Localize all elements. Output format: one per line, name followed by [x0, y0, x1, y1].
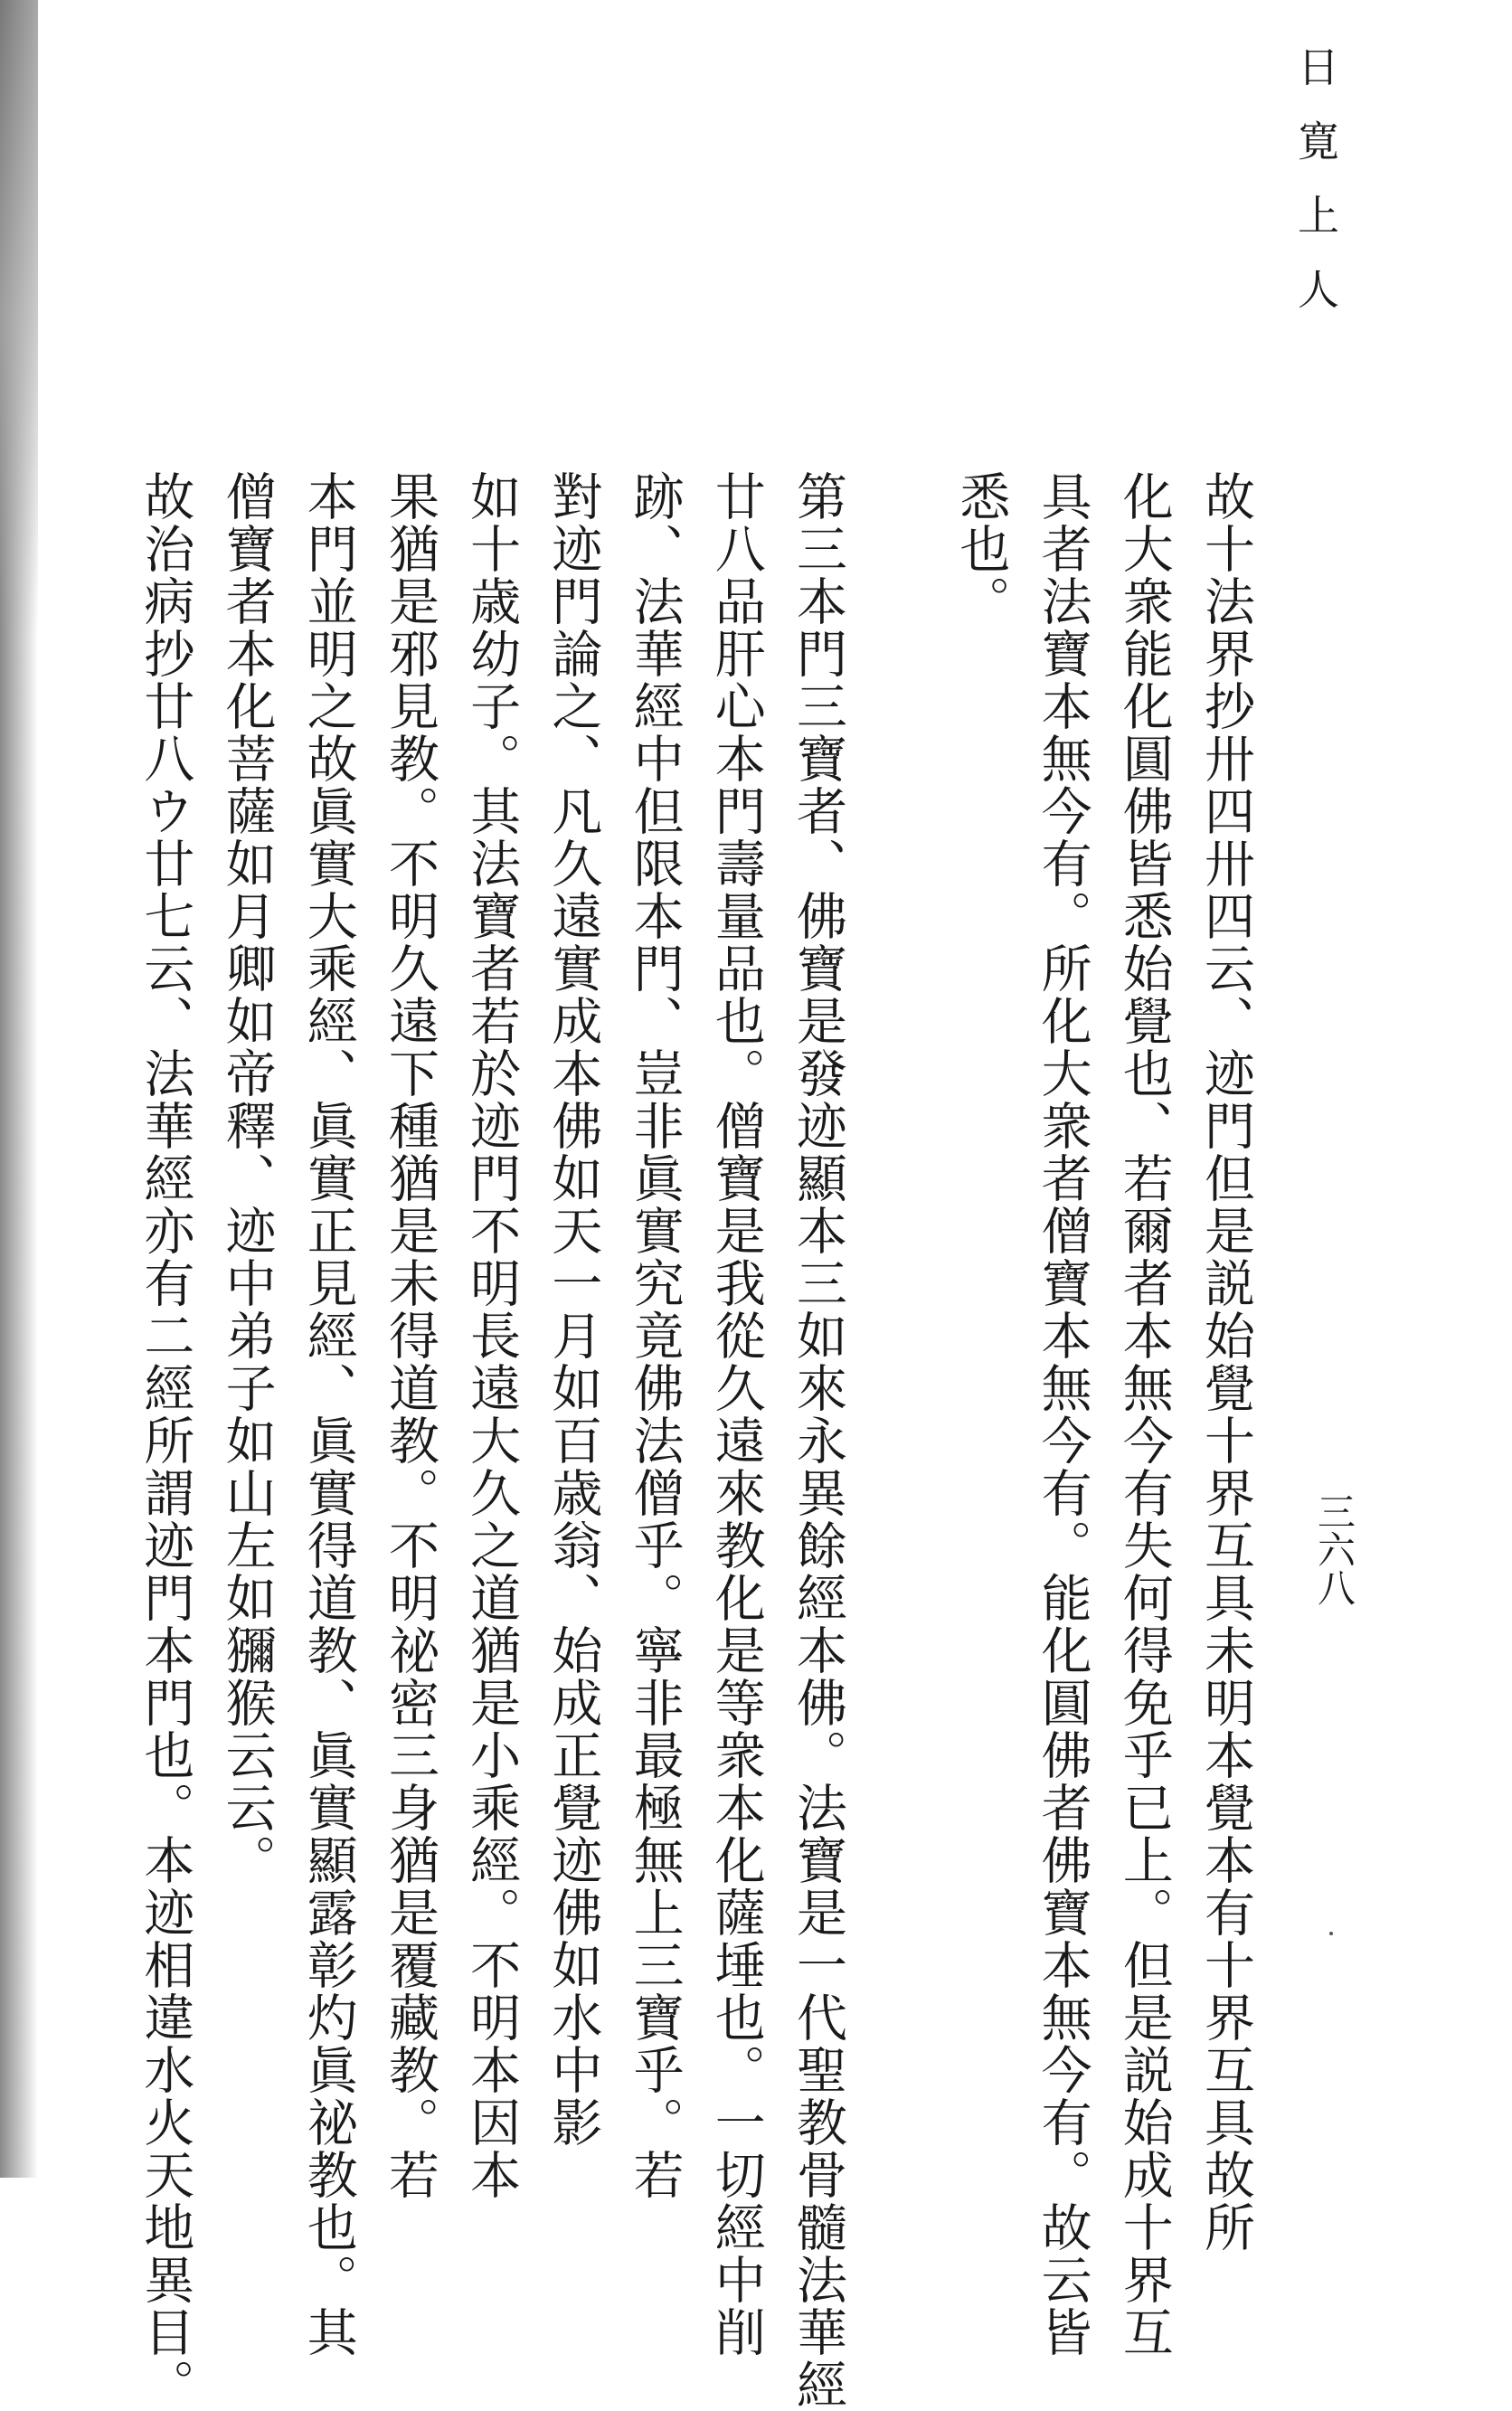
text-column-11: 本門並明之故眞實大乘經、眞實正見經、眞實得道教、眞實顯露彰灼眞祕教也。其: [298, 470, 358, 2359]
scan-speck: [1329, 1932, 1333, 1935]
text-column-6: 廿八品肝心本門壽量品也。僧寶是我從久遠來教化是等衆本化薩埵也。一切經中削: [706, 470, 766, 2359]
blank-column: [858, 470, 940, 2152]
text-column-10: 果猶是邪見教。不明久遠下種猶是未得道教。不明祕密三身猶是覆藏教。若: [380, 470, 439, 2201]
text-column-7: 跡、法華經中但限本門、豈非眞實究竟佛法僧乎。寧非最極無上三寶乎。若: [625, 470, 685, 2201]
body-text: [136, 470, 1266, 2411]
text-column-4: 悉也。: [951, 470, 1011, 628]
scan-edge-shadow-top: [0, 0, 38, 633]
text-column-8: 對迹門論之、凡久遠實成本佛如天一月如百歳翁、始成正覺迹佛如水中影: [543, 470, 603, 2149]
running-header: 日寛上人: [1291, 45, 1340, 342]
text-column-13: 故治病抄廿八ウ廿七云、法華經亦有二經所謂迹門本門也。本迹相違水火天地異目。: [136, 470, 195, 2411]
text-column-12: 僧寶者本化菩薩如月卿如帝釋、迹中弟子如山左如獼猴云云。: [217, 470, 277, 1886]
text-column-3: 具者法寶本無今有。所化大衆者僧寶本無今有。能化圓佛者佛寶本無今有。故云皆: [1033, 470, 1092, 2359]
text-column-2: 化大衆能化圓佛皆悉始覺也、若爾者本無今有失何得免乎已上。但是説始成十界互: [1114, 470, 1174, 2359]
text-column-9: 如十歳幼子。其法寶者若於迹門不明長遠大久之道猶是小乘經。不明本因本: [462, 470, 522, 2201]
text-column-1: 故十法界抄卅四卅四云、迹門但是説始覺十界互具未明本覺本有十界互具故所: [1196, 470, 1255, 2254]
text-column-5: 第三本門三寶者、佛寶是發迹顯本三如來永異餘經本佛。法寶是一代聖教骨髓法華經: [788, 470, 847, 2411]
page-number: 三六八: [1312, 1492, 1356, 1606]
